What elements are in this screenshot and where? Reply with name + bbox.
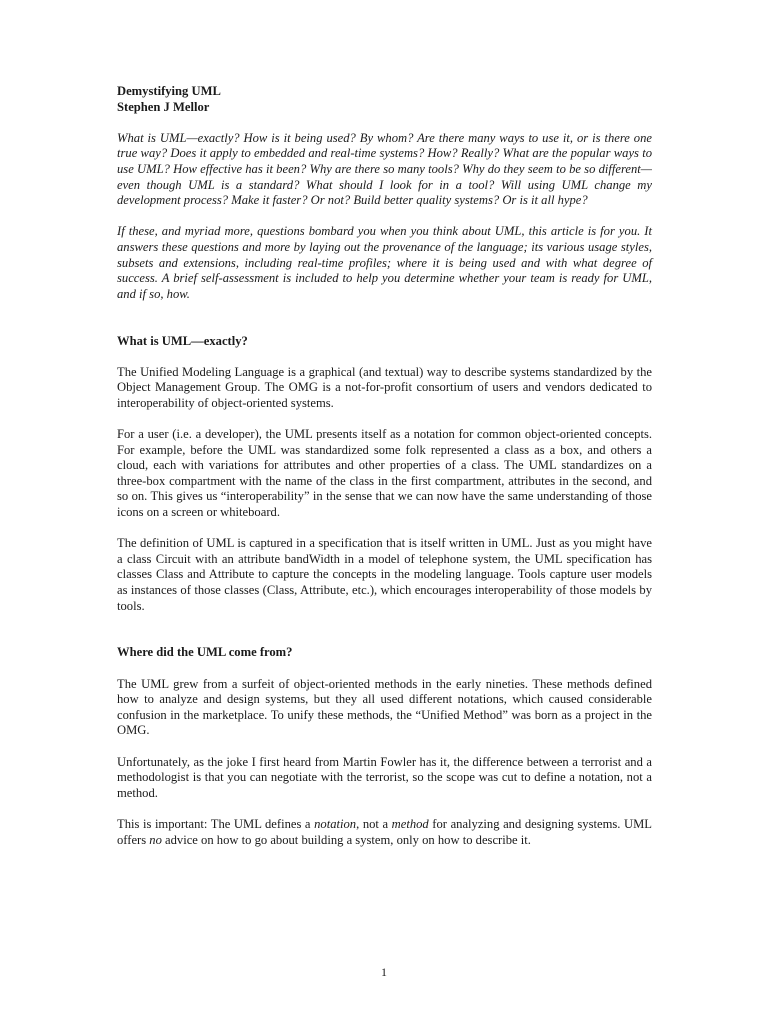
section-1-paragraph-2: For a user (i.e. a developer), the UML presents itself as a notation for common object-oriented concepts. For example, before the UML was standardized some folk represented a class as a box, and others a cloud, each with variations for attributes and other properties of a class. The UML standardizes on a three-box compartment with the name of the class in the first compartment, attributes in the second, and so on. This gives us “interoperability” in the sense that we can now have the same understanding of those icons on a screen or whiteboard. — [117, 427, 652, 520]
important-notation: notation — [314, 816, 357, 831]
section-heading-where-did-uml-come-from: Where did the UML come from? — [117, 645, 293, 660]
document-body — [117, 84, 652, 848]
important-no: no — [149, 832, 162, 847]
page-number: 1 — [381, 965, 387, 979]
important-text-1: This is important: The UML defines a — [117, 816, 315, 831]
abstract-paragraph-1: What is UML—exactly? How is it being used? By whom? Are there many ways to use it, or is there one true way? Does it apply to embedded and real-time systems? How? Really? What are the popular ways to use UML? How effective has it been? Why are there so many tools? Why do they seem to be so different—even though UML is a standard? What should I look for in a tool? Will using UML change my development process? Make it faster? Or not? Build better quality systems? Or is it all hype? — [117, 130, 652, 208]
section-2-paragraph-important — [117, 817, 652, 848]
section-1-paragraph-3: The definition of UML is captured in a specification that is itself written in UML. Just as you might have a class Circuit with an attribute bandWidth in a model of telephone system, the UML specification has classes Class and Attribute to capture the concepts in the modeling language. Tools capture user models as instances of those classes (Class, Attribute, etc.), which encourages interoperability of those models by tools. — [117, 536, 652, 613]
important-text-2: , not a — [356, 816, 392, 831]
important-method: method — [391, 816, 429, 831]
section-heading-what-is-uml: What is UML—exactly? — [117, 333, 248, 348]
important-text-4: advice on how to go about building a system, only on how to describe it. — [161, 832, 531, 847]
section-2-paragraph-1: The UML grew from a surfeit of object-oriented methods in the early nineties. These methods defined how to analyze and design systems, but they all used different notations, which caused considerable confusion in the marketplace. To unify these methods, the “Unified Method” was born as a project in the OMG. — [117, 676, 652, 738]
section-1-paragraph-1: The Unified Modeling Language is a graphical (and textual) way to describe systems standardized by the Object Management Group. The OMG is a not-for-profit consortium of users and vendors dedicated to interoperability of object-oriented systems. — [117, 364, 652, 410]
document-title: Demystifying UML — [117, 84, 221, 98]
important-text-3: for analyzing and designing systems. UML offers — [117, 816, 652, 847]
document-author: Stephen J Mellor — [117, 99, 210, 114]
section-2-paragraph-2: Unfortunately, as the joke I first heard from Martin Fowler has it, the difference between a terrorist and a methodologist is that you can negotiate with the terrorist, so the scope was cut to define a notation, not a method. — [117, 754, 652, 800]
abstract-paragraph-2: If these, and myriad more, questions bombard you when you think about UML, this article is for you. It answers these questions and more by laying out the provenance of the language; its various usage styles, subsets and extensions, including real-time profiles; where it is being used and with what degree of success. A brief self-assessment is included to help you determine whether your team is ready for UML, and if so, how. — [117, 224, 652, 301]
